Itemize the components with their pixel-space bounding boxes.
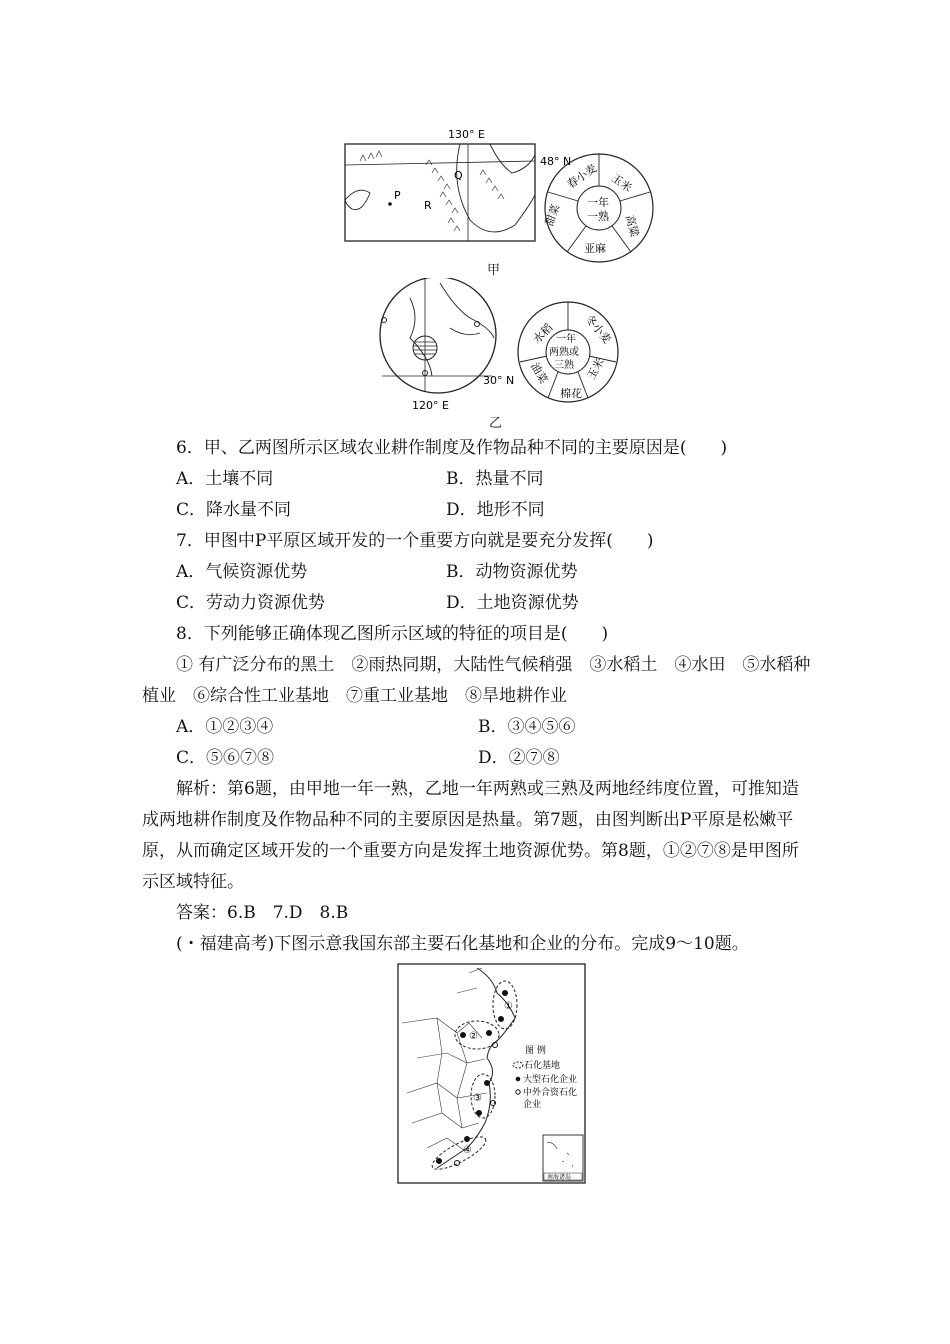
crop-yi-1: 水稻 bbox=[530, 321, 556, 347]
point-q: Q bbox=[454, 169, 463, 182]
crop-wheel-yi-svg bbox=[516, 300, 620, 404]
lon-label-yi: 120° E bbox=[412, 399, 449, 412]
crop-jia-1: 春小麦 bbox=[564, 161, 600, 192]
analysis-line1: 解析：第6题，由甲地一年一熟，乙地一年两熟或三熟及两地经纬度位置，可推知造 bbox=[176, 779, 799, 799]
q6-option-d: D．地形不同 bbox=[446, 500, 545, 520]
base-3: ③ bbox=[473, 1093, 482, 1104]
base-1: ① bbox=[504, 1001, 513, 1012]
analysis-line2: 成两地耕作制度及作物品种不同的主要原因是热量。第7题，由图判断出P平原是松嫩平 bbox=[142, 810, 794, 830]
crop-wheel-jia bbox=[543, 152, 655, 264]
center-jia-2: 一熟 bbox=[587, 210, 609, 223]
point-r: R bbox=[424, 199, 432, 212]
q8-option-b: B．③④⑤⑥ bbox=[478, 717, 576, 737]
crop-jia-2: 玉米 bbox=[608, 171, 635, 195]
q8-stem: 8．下列能够正确体现乙图所示区域的特征的项目是( ) bbox=[176, 624, 609, 644]
center-yi-2: 两熟或 bbox=[549, 347, 579, 358]
q6-option-a: A．土壤不同 bbox=[176, 469, 274, 489]
crop-yi-3: 玉米 bbox=[584, 356, 607, 382]
crop-yi-4: 棉花 bbox=[560, 387, 582, 400]
base-2: ② bbox=[469, 1031, 478, 1042]
base-4: ④ bbox=[463, 1145, 472, 1156]
crop-yi-2: 冬小麦 bbox=[582, 312, 614, 347]
q8-items-line1: ① 有广泛分布的黑土 ②雨热同期，大陆性气候稍强 ③水稻土 ④水田 ⑤水稻种 bbox=[176, 655, 811, 675]
analysis-line4: 示区域特征。 bbox=[142, 872, 244, 892]
inset-label: 南海诸岛 bbox=[547, 1174, 572, 1181]
q8-option-d: D．②⑦⑧ bbox=[478, 748, 560, 768]
caption-yi: 乙 bbox=[489, 416, 503, 431]
q6-option-b: B．热量不同 bbox=[446, 469, 544, 489]
q6-option-c: C．降水量不同 bbox=[176, 500, 292, 520]
lat-label-yi: 30° N bbox=[483, 374, 515, 387]
answer-line: 答案：6.B 7.D 8.B bbox=[176, 903, 349, 923]
crop-wheel-jia-svg bbox=[543, 152, 655, 264]
intro-line: (・福建高考)下图示意我国东部主要石化基地和企业的分布。完成9～10题。 bbox=[176, 934, 749, 954]
petrochem-map-svg bbox=[397, 963, 587, 1185]
crop-jia-5: 甜菜 bbox=[543, 202, 563, 228]
q7-option-a: A．气候资源优势 bbox=[176, 562, 308, 582]
lat-label-jia: 48° N bbox=[540, 155, 572, 168]
legend-title: 图 例 bbox=[525, 1046, 546, 1056]
q7-option-b: B．动物资源优势 bbox=[446, 562, 578, 582]
q8-items-line2: 植业 ⑥综合性工业基地 ⑦重工业基地 ⑧旱地耕作业 bbox=[142, 686, 567, 706]
crop-jia-3: 高粱 bbox=[622, 213, 642, 239]
q8-option-c: C．⑤⑥⑦⑧ bbox=[176, 748, 275, 768]
analysis-line3: 原，从而确定区域开发的一个重要方向是发挥土地资源优势。第8题，①②⑦⑧是甲图所 bbox=[142, 841, 799, 861]
crop-wheel-yi bbox=[516, 300, 620, 404]
crop-yi-5: 油菜 bbox=[527, 360, 551, 386]
legend-large: 大型石化企业 bbox=[523, 1075, 578, 1085]
q7-option-c: C．劳动力资源优势 bbox=[176, 593, 326, 613]
lon-label-jia: 130° E bbox=[448, 128, 485, 141]
petrochem-map bbox=[397, 963, 587, 1185]
caption-jia: 甲 bbox=[487, 263, 501, 278]
figure-yi bbox=[370, 278, 530, 418]
center-yi-1: 一年 bbox=[556, 334, 576, 345]
q8-option-a: A．①②③④ bbox=[176, 717, 274, 737]
center-jia-1: 一年 bbox=[587, 196, 609, 209]
q7-option-d: D．土地资源优势 bbox=[446, 593, 579, 613]
q6-stem: 6．甲、乙两图所示区域农业耕作制度及作物品种不同的主要原因是( ) bbox=[176, 438, 728, 458]
point-p: P bbox=[394, 189, 401, 202]
center-yi-3: 三熟 bbox=[554, 360, 574, 371]
legend-jv-1: 中外合资石化 bbox=[523, 1088, 578, 1098]
figure-yi-map bbox=[370, 278, 530, 418]
legend-jv-2: 企业 bbox=[523, 1100, 542, 1110]
q7-stem: 7．甲图中P平原区域开发的一个重要方向就是要充分发挥( ) bbox=[176, 531, 654, 551]
crop-jia-4: 亚麻 bbox=[584, 242, 606, 255]
legend-base: 石化基地 bbox=[524, 1061, 561, 1071]
